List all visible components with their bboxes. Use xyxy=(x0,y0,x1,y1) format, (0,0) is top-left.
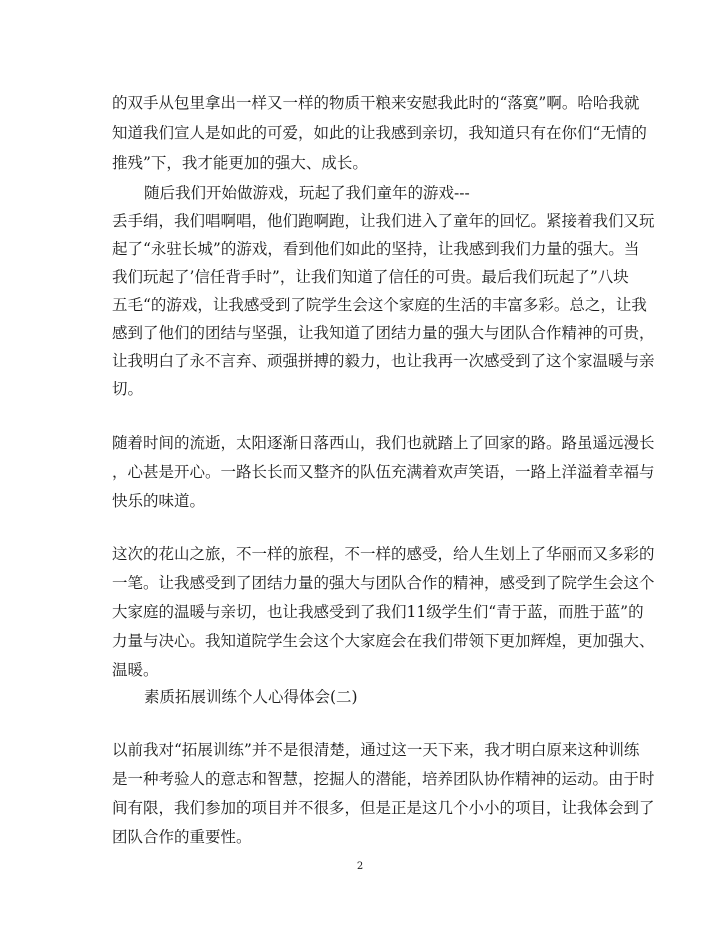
page-number: 2 xyxy=(356,861,364,872)
text-line: 一笔。让我感受到了团结力量的强大与团队合作的精神，感受到了院学生会这个 xyxy=(112,574,655,592)
text-line: 以前我对“拓展训练”并不是很清楚，通过这一天下来，我才明白原来这种训练 xyxy=(112,741,640,759)
text-line: 知道我们宣人是如此的可爱，如此的让我感到亲切，我知道只有在你们“无情的 xyxy=(112,124,647,142)
section-heading: 素质拓展训练个人心得体会(二) xyxy=(144,688,358,706)
text-line: 随后我们开始做游戏，玩起了我们童年的游戏--- xyxy=(144,184,470,202)
text-line: 感到了他们的团结与坚强，让我知道了团结力量的强大与团队合作精神的可贵， xyxy=(112,324,655,342)
text-line: 丢手绢，我们唱啊唱，他们跑啊跑，让我们进入了童年的回忆。紧接着我们又玩 xyxy=(112,212,655,230)
text-line: 这次的花山之旅，不一样的旅程，不一样的感受，给人生划上了华丽而又多彩的 xyxy=(112,545,655,563)
text-line: 的双手从包里拿出一样又一样的物质干粮来安慰我此时的“落寞”啊。哈哈我就 xyxy=(112,94,640,112)
text-line: 我们玩起了’信任背手时”，让我们知道了信任的可贵。最后我们玩起了”八块 xyxy=(112,268,629,286)
text-line: 切。 xyxy=(112,380,144,398)
text-line: ，心甚是开心。一路长长而又整齐的队伍充满着欢声笑语，一路上洋溢着幸福与 xyxy=(112,463,655,481)
text-line: 力量与决心。我知道院学生会这个大家庭会在我们带领下更加辉煌，更加强大、 xyxy=(112,632,655,650)
text-line: 让我明白了永不言弃、顽强拼搏的毅力，也让我再一次感受到了这个家温暖与亲 xyxy=(112,352,655,370)
text-line: 是一种考验人的意志和智慧，挖掘人的潜能，培养团队协作精神的运动。由于时 xyxy=(112,770,655,788)
text-line: 温暖。 xyxy=(112,661,159,679)
text-line: 推残”下，我才能更加的强大、成长。 xyxy=(112,154,368,172)
text-line: 五毛“的游戏，让我感受到了院学生会这个家庭的生活的丰富多彩。总之，让我 xyxy=(112,296,647,314)
text-line: 间有限，我们参加的项目并不很多，但是正是这几个小小的项目，让我体会到了 xyxy=(112,799,655,817)
text-line: 随着时间的流逝，太阳逐渐日落西山，我们也就踏上了回家的路。路虽遥远漫长 xyxy=(112,434,655,452)
text-line: 大家庭的温暖与亲切，也让我感受到了我们11级学生们“青于蓝，而胜于蓝”的 xyxy=(112,603,644,621)
text-line: 起了“永驻长城”的游戏，看到他们如此的坚持，让我感到我们力量的强大。当 xyxy=(112,240,640,258)
text-line: 快乐的味道。 xyxy=(112,492,206,510)
text-line: 团队合作的重要性。 xyxy=(112,828,252,846)
